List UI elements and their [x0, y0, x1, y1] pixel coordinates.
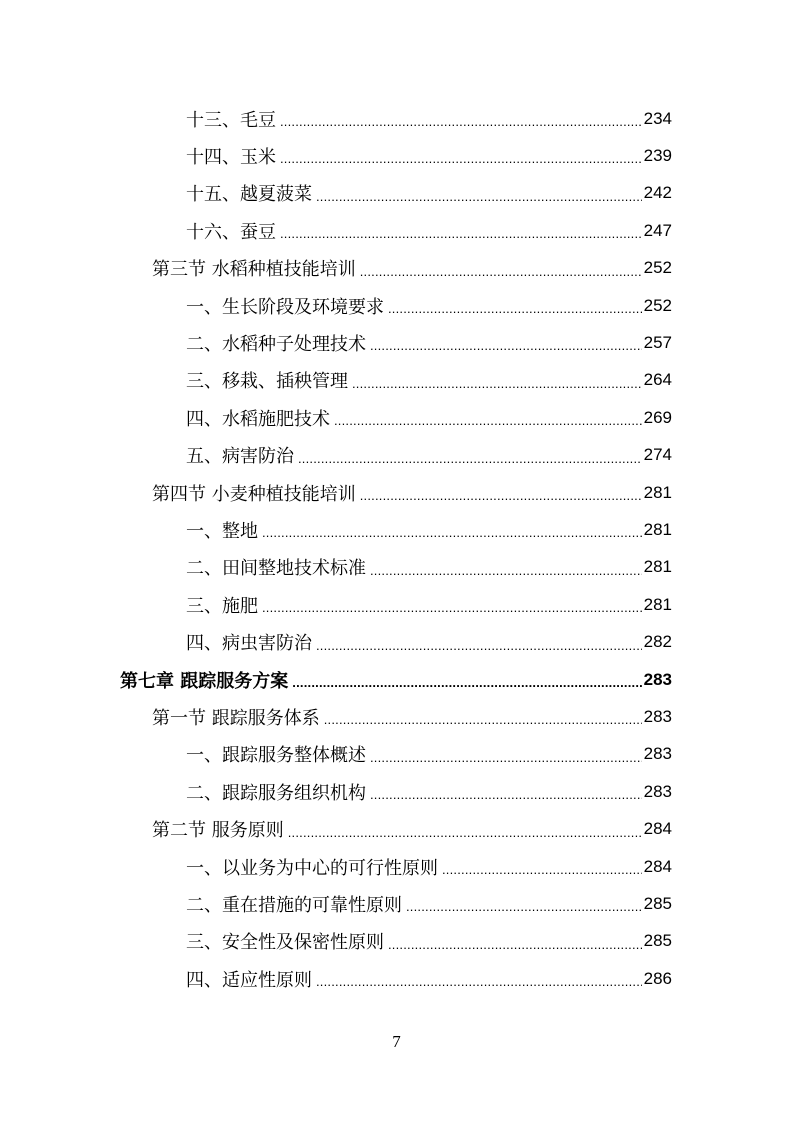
toc-entry[interactable] — [186, 324, 672, 361]
toc-section-entry[interactable] — [152, 811, 672, 848]
toc-leader-dots — [280, 151, 642, 166]
toc-leader-dots — [352, 376, 642, 391]
toc-entry-title: 第七章 跟踪服务方案 — [120, 670, 289, 692]
toc-leader-dots — [324, 712, 642, 727]
toc-entry-title: 第二节 服务原则 — [152, 820, 284, 842]
toc-entry-page: 283 — [643, 781, 672, 801]
toc-entry[interactable] — [186, 885, 672, 922]
toc-entry-page: 252 — [643, 258, 672, 278]
toc-entry[interactable] — [186, 212, 672, 249]
toc-entry-page: 283 — [643, 744, 672, 764]
toc-entry[interactable] — [186, 137, 672, 174]
toc-entry-page: 234 — [643, 108, 672, 128]
toc-leader-dots — [370, 563, 642, 578]
toc-leader-dots — [298, 451, 642, 466]
toc-entry-title: 一、跟踪服务整体概述 — [186, 745, 366, 767]
toc-entry[interactable] — [186, 624, 672, 661]
toc-entry-page: 285 — [643, 893, 672, 913]
toc-leader-dots — [370, 787, 642, 802]
toc-entry-page: 284 — [643, 819, 672, 839]
toc-entry-title: 三、安全性及保密性原则 — [186, 932, 384, 954]
toc-entry-title: 二、重在措施的可靠性原则 — [186, 894, 402, 916]
toc-leader-dots — [292, 675, 641, 690]
toc-entry[interactable] — [186, 549, 672, 586]
toc-leader-dots — [262, 600, 642, 615]
toc-entry-title: 十五、越夏菠菜 — [186, 184, 312, 206]
toc-section-entry[interactable] — [152, 250, 672, 287]
toc-entry-title: 四、病虫害防治 — [186, 633, 312, 655]
toc-entry-page: 252 — [643, 295, 672, 315]
toc-entry-title: 五、病害防治 — [186, 446, 294, 468]
toc-entry-title: 四、适应性原则 — [186, 969, 312, 991]
toc-entry[interactable] — [186, 399, 672, 436]
toc-leader-dots — [316, 974, 642, 989]
toc-entry[interactable] — [186, 287, 672, 324]
toc-entry-title: 二、田间整地技术标准 — [186, 558, 366, 580]
toc-entry-page: 242 — [643, 183, 672, 203]
toc-entry-title: 三、施肥 — [186, 595, 258, 617]
toc-leader-dots — [280, 226, 642, 241]
toc-entry-title: 三、移栽、插秧管理 — [186, 371, 348, 393]
toc-leader-dots — [370, 338, 642, 353]
toc-entry-page: 282 — [643, 632, 672, 652]
toc-entry-page: 281 — [643, 519, 672, 539]
toc-entry-page: 281 — [643, 557, 672, 577]
toc-entry-title: 一、以业务为中心的可行性原则 — [186, 857, 438, 879]
toc-entry-page: 239 — [643, 145, 672, 165]
toc-entry-title: 一、生长阶段及环境要求 — [186, 296, 384, 318]
toc-leader-dots — [316, 638, 642, 653]
toc-entry-page: 284 — [643, 856, 672, 876]
toc-entry[interactable] — [186, 736, 672, 773]
toc-leader-dots — [370, 750, 642, 765]
toc-entry-page: 257 — [643, 332, 672, 352]
toc-entry-title: 第四节 小麦种植技能培训 — [152, 483, 356, 505]
toc-chapter-entry[interactable] — [120, 661, 672, 698]
toc-leader-dots — [316, 189, 642, 204]
toc-entry[interactable] — [186, 100, 672, 137]
toc-leader-dots — [442, 862, 642, 877]
toc-leader-dots — [288, 825, 642, 840]
toc-entry-title: 四、水稻施肥技术 — [186, 408, 330, 430]
toc-leader-dots — [388, 301, 642, 316]
toc-entry-title: 十三、毛豆 — [186, 109, 276, 131]
toc-section-entry[interactable] — [152, 698, 672, 735]
toc-entry[interactable] — [186, 175, 672, 212]
toc-entry[interactable] — [186, 773, 672, 810]
toc-entry-page: 281 — [643, 482, 672, 502]
toc-entry[interactable] — [186, 362, 672, 399]
toc-entry-page: 247 — [643, 220, 672, 240]
toc-entry-title: 第三节 水稻种植技能培训 — [152, 259, 356, 281]
toc-entry-page: 285 — [643, 931, 672, 951]
toc-entry[interactable] — [186, 586, 672, 623]
toc-entry-page: 281 — [643, 594, 672, 614]
toc-entry[interactable] — [186, 437, 672, 474]
toc-entry-title: 二、水稻种子处理技术 — [186, 333, 366, 355]
toc-leader-dots — [360, 264, 642, 279]
toc-entry-title: 一、整地 — [186, 520, 258, 542]
toc-entry-page: 269 — [643, 407, 672, 427]
toc-entry-page: 283 — [643, 669, 672, 689]
toc-entry[interactable] — [186, 960, 672, 997]
toc-entry-title: 十六、蚕豆 — [186, 221, 276, 243]
toc-leader-dots — [334, 413, 642, 428]
toc-leader-dots — [280, 114, 642, 129]
toc-entry-title: 十四、玉米 — [186, 146, 276, 168]
toc-entry-page: 283 — [643, 706, 672, 726]
toc-entry-title: 第一节 跟踪服务体系 — [152, 707, 320, 729]
toc-entry-page: 274 — [643, 445, 672, 465]
toc-entry[interactable] — [186, 923, 672, 960]
page-number: 7 — [392, 1032, 401, 1051]
toc-leader-dots — [262, 525, 642, 540]
toc-leader-dots — [388, 937, 642, 952]
toc-entry-title: 二、跟踪服务组织机构 — [186, 782, 366, 804]
toc-leader-dots — [406, 899, 642, 914]
toc-entry-page: 264 — [643, 370, 672, 390]
toc-entry[interactable] — [186, 511, 672, 548]
toc-entry-page: 286 — [643, 968, 672, 988]
toc-section-entry[interactable] — [152, 474, 672, 511]
toc-leader-dots — [360, 488, 642, 503]
toc-entry[interactable] — [186, 848, 672, 885]
